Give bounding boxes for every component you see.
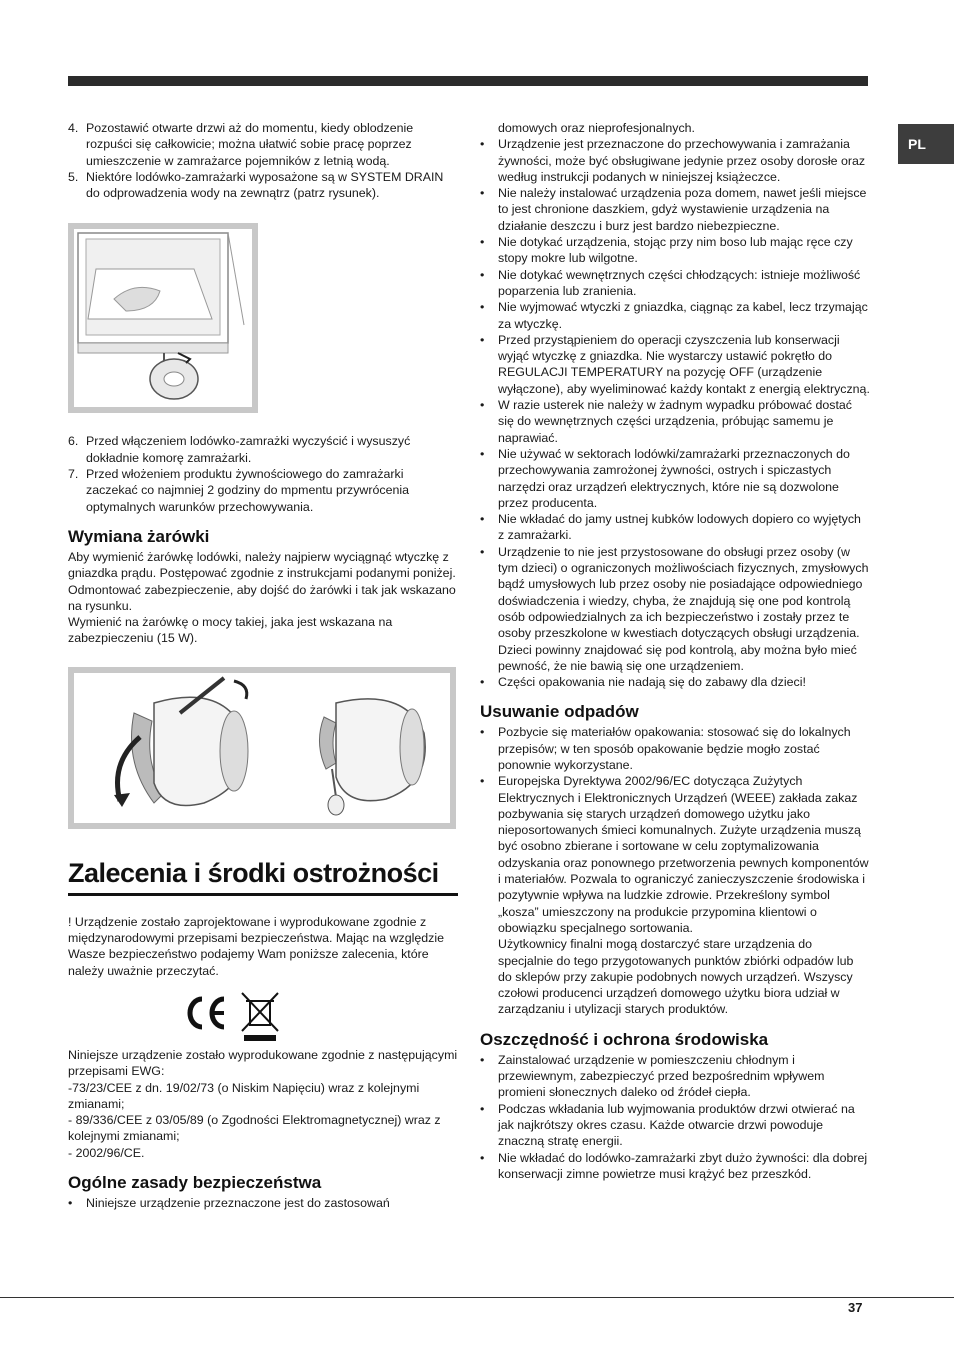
- eco-list: [480, 1052, 870, 1182]
- list-item: • Części opakowania nie nadają się do zabawy dla dzieci!: [480, 675, 806, 690]
- list-item: • Urządzenie jest przeznaczone do przechowywania i zamrażania żywności, może być obsługiwane jedynie przez osoby dorosłe oraz według instrukcji podanych w niniejszej książeczce.: [480, 137, 866, 184]
- page-number: 37: [848, 1300, 863, 1315]
- ce-mark-icon: [180, 987, 300, 1043]
- list-item: • Nie wkładać do lodówko-zamrażarki zbyt dużo żywności: dla dobrej konserwacji zimne powietrze musi krążyć bez przeszkód.: [480, 1150, 868, 1181]
- steps-list-b: [68, 433, 458, 514]
- list-item: • Nie dotykać urządzenia, stojąc przy nim boso lub mając ręce czy stopy mokre lub wilgotne.: [480, 235, 853, 266]
- freezer-drain-icon: [74, 229, 252, 407]
- eco-heading: Oszczędność i ochrona środowiska: [480, 1029, 769, 1049]
- left-column: [68, 120, 458, 1211]
- step-item: 4. Pozostawić otwarte drzwi aż do momentu, kiedy oblodzenie rozpuści się całkowicie; można ułatwić sobie pracę poprzez umieszczenie w zamrażarce pojemników z letnią wodą.: [68, 121, 414, 168]
- drain-illustration: [68, 223, 258, 413]
- steps-list-a: [68, 120, 458, 201]
- list-item: • Niniejsze urządzenie przeznaczone jest do zastosowań: [68, 1196, 390, 1211]
- right-column: [480, 120, 870, 1182]
- language-tab: PL: [898, 124, 954, 164]
- list-item: • Podczas wkładania lub wyjmowania produktów drzwi otwierać na jak najkrótszy okres czasu. Każde otwarcie drzwi powoduje znaczną stratę energii.: [480, 1101, 855, 1149]
- safety-list: [480, 136, 870, 690]
- step-item: 6. Przed włączeniem lodówko-zamrażki wyczyścić i wysuszyć dokładnie komorę zamrażarki.: [68, 434, 411, 465]
- footer-rule: [0, 1297, 954, 1298]
- bulb-illustration: [68, 667, 456, 829]
- step-item: 5. Niektóre lodówko-zamrażarki wyposażone są w SYSTEM DRAIN do odprowadzenia wody na zewnątrz (patrz rysunek).: [68, 169, 444, 201]
- waste-extra-text: Użytkownicy finalni mogą dostarczyć stare urządzenia do specjalnie do tego przygotowanych punktów zbiórki odpadów lub do sklepów przy zakupie podobnych nowych urządzeń. Wszyscy czołowi producenci urządzeń domowego użytku biora udział w zarządzaniu i utylizacji starych produktów.: [498, 937, 854, 1017]
- bulb-text: Wymienić na żarówkę o mocy takiej, jaka jest wskazana na zabezpieczeniu (15 W).: [68, 615, 393, 646]
- waste-list: [480, 724, 870, 1017]
- safety-heading: Ogólne zasady bezpieczeństwa: [68, 1173, 322, 1193]
- list-item: • Nie należy instalować urządzenia poza domem, nawet jeśli miejsce to jest chronione daszkiem, gdyż wystawienie urządzenia na działanie deszczu i burz jest bardzo niebezpieczne.: [480, 186, 867, 233]
- list-item: • Pozbycie się materiałów opakowania: stosować się do lokalnych przepisów; w ten sposób opakowanie będzie mogło zostać ponownie wykorzystane.: [480, 725, 851, 772]
- main-title: Zalecenia i środki ostrożności: [68, 857, 458, 896]
- intro-text: ! Urządzenie zostało zaprojektowane i wyprodukowane zgodnie z międzynarodowymi przepisami bezpieczeństwa. Mając na względzie Wasze bezpieczeństwo podajemy Wam poniższe zalecenia, które należy uważnie przeczytać.: [68, 914, 445, 978]
- bulb-heading: Wymiana żarówki: [68, 526, 210, 546]
- list-item: • Nie używać w sektorach lodówki/zamrażarki przeznaczonych do przechowywania zamrożonej żywności, ostrych i spiczastych narzędzi oraz urządzeń elektrycznych, które nie są dozwolone przez producenta.: [480, 446, 850, 510]
- list-item: • Nie dotykać wewnętrznych części chłodzących: istnieje możliwość poparzenia lub zranienia.: [480, 267, 861, 298]
- bulb-text: Aby wymienić żarówkę lodówki, należy najpierw wyciągnąć wtyczkę z gniazdka prądu. Postępować zgodnie z instrukcjami podanymi poniżej. Odmontować zabezpieczenie, aby dojść do żarówki i tak jak wskazano na rysunku.: [68, 549, 456, 613]
- compliance-text: Niniejsze urządzenie zostało wyprodukowane zgodnie z następującymi przepisami EWG: -73/23/CEE z dn. 19/02/73 (o Niskim Napięciu) wraz z kolejnymi zmianami; - 89/336/CEE z 03/05/89 (o Zgodności Elektromagnetycznej) wraz z kolejnymi zmianami; - 2002/96/CE.: [68, 1047, 458, 1160]
- list-item: • Przed przystąpieniem do operacji czyszczenia lub konserwacji wyjąć wtyczkę z gniazdka. Nie wystarczy ustawić pokrętło do REGULACJI TEMPERATURY na pozycję OFF (urządzenie wyłączone), aby wyeliminować każdy kontakt z energią elektryczną.: [480, 332, 870, 396]
- list-item: • Urządzenie to nie jest przystosowane do obsługi przez osoby (w tym dzieci) o ograniczonych możliwościach fizycznych, zmysłowych bądź umysłowych lub przez osoby nie posiadające odpowiedniego doświadczenia i wiedzy, chyba, że znajdują się one pod kontrolą osób odpowiedzialnych za ich bezpieczeństwo i zostały przez te osoby przeszkolone w kwestiach dotyczących obsługi urządzenia. Dzieci powinny znajdować się pod kontrolą, aby można było mieć pewność, że nie bawią się one urządzeniem.: [480, 544, 869, 673]
- step-item: 7. Przed włożeniem produktu żywnościowego do zamrażarki zaczekać co najmniej 2 godziny do mpmentu przywrócenia optymalnych warunków przechowywania.: [68, 467, 410, 514]
- list-item: • Europejska Dyrektywa 2002/96/EC dotycząca Zużytych Elektrycznych i Elektronicznych Urządzeń (WEEE) zakłada zakaz pozbywania się starych urządzeń domowego użytku jako nieposortowanych śmieci komunalnych. Zużyte urządzenia muszą być osobno zbierane i sortowane w celu zoptymalizowania odzyskania oraz ponownego przetworzenia pewnych komponentów i materiałów. Pozwala to ograniczyć zanieczyszczenie środowiska i pozytywnie wpływa na ludzkie zdrowie. Przekreślony symbol „kosza” umieszczony na produkcie przypomina klientowi o obowiązku specjalnego sortowania.: [480, 774, 869, 935]
- list-item: • Nie wkładać do jamy ustnej kubków lodowych dopiero co wyjętych z zamrażarki.: [480, 512, 861, 543]
- lamp-cover-icon: [74, 673, 450, 823]
- top-rule: [68, 76, 868, 86]
- waste-heading: Usuwanie odpadów: [480, 702, 639, 722]
- list-item: • Nie wyjmować wtyczki z gniazdka, ciągnąc za kabel, lecz trzymając za wtyczkę.: [480, 300, 868, 331]
- continued-text: domowych oraz nieprofesjonalnych.: [498, 121, 695, 135]
- list-item: • Zainstalować urządzenie w pomieszczeniu chłodnym i przewiewnym, zabezpieczyć przed bezpośrednim wpływem promieni słonecznych daleko od źródeł ciepła.: [480, 1052, 825, 1100]
- list-item: • W razie usterek nie należy w żadnym wypadku próbować dostać się do wewnętrznych części urządzenia, próbując samemu je naprawiać.: [480, 398, 852, 445]
- compliance-marks: [68, 987, 458, 1047]
